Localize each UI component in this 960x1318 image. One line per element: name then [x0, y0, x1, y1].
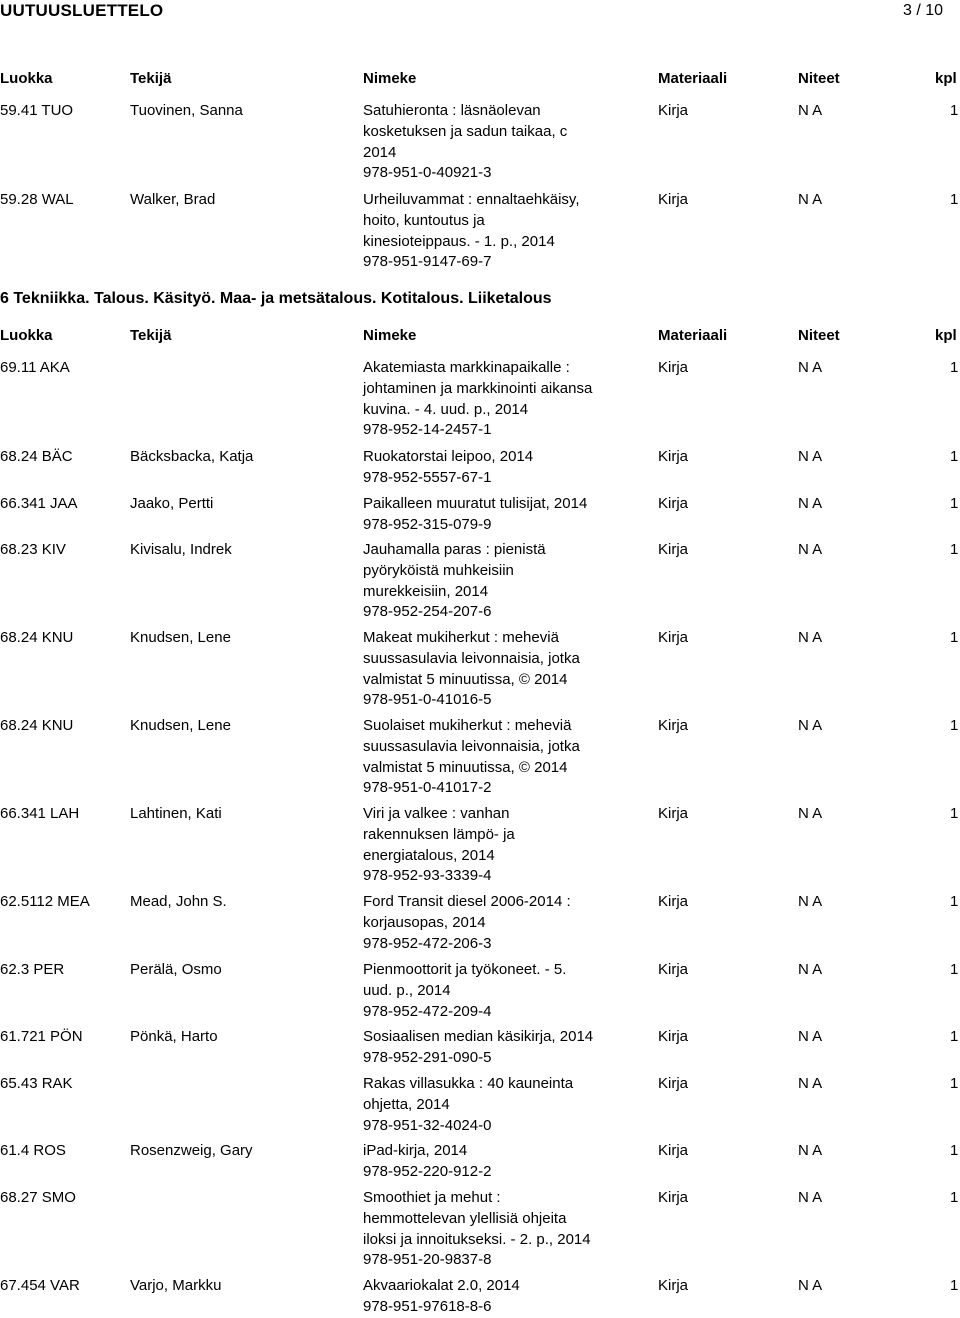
title-line: Akatemiasta markkinapaikalle :	[363, 359, 570, 376]
material-type: Kirja	[658, 1142, 689, 1159]
material-type: Kirja	[658, 541, 689, 558]
item-quantity: 1	[950, 1028, 959, 1045]
item-quantity: 1	[950, 191, 959, 208]
title-line: suussasulavia leivonnaisia, jotka	[363, 649, 580, 667]
isbn-line: 978-951-0-40921-3	[363, 164, 492, 182]
material-type: Kirja	[658, 1075, 689, 1092]
title-line: valmistat 5 minuutissa, © 2014	[363, 670, 568, 688]
title-line: iloksi ja innoitukseksi. - 2. p., 2014	[363, 1230, 591, 1248]
item-quantity: 1	[950, 629, 959, 646]
class-code: 62.5112 MEA	[0, 893, 90, 910]
isbn-line: 978-951-0-41016-5	[363, 691, 492, 709]
item-notes: N A	[798, 1189, 823, 1206]
item-notes: N A	[798, 1028, 823, 1045]
item-quantity: 1	[950, 893, 959, 910]
author-name: Knudsen, Lene	[130, 629, 231, 646]
title-line: Suolaiset mukiherkut : meheviä	[363, 717, 572, 734]
class-code: 59.28 WAL	[0, 191, 74, 208]
class-code: 68.23 KIV	[0, 541, 66, 558]
title-line: Smoothiet ja mehut :	[363, 1189, 501, 1206]
item-notes: N A	[798, 191, 823, 208]
item-quantity: 1	[950, 1277, 959, 1294]
item-notes: N A	[798, 448, 823, 465]
title-block	[363, 1188, 633, 1271]
material-type: Kirja	[658, 191, 689, 208]
item-notes: N A	[798, 1075, 823, 1092]
column-header-nimeke: Nimeke	[363, 70, 417, 87]
section-title: 6 Tekniikka. Talous. Käsityö. Maa- ja metsätalous. Kotitalous. Liiketalous	[0, 290, 552, 307]
class-code: 62.3 PER	[0, 961, 65, 978]
title-line: johtaminen ja markkinointi aikansa	[363, 379, 593, 397]
author-name: Walker, Brad	[130, 191, 216, 208]
isbn-line: 978-952-220-912-2	[363, 1162, 492, 1180]
isbn-line: 978-952-14-2457-1	[363, 421, 492, 439]
author-name: Perälä, Osmo	[130, 961, 222, 978]
title-block	[363, 628, 633, 711]
class-code: 66.341 LAH	[0, 805, 80, 822]
title-line: 2014	[363, 143, 397, 161]
item-notes: N A	[798, 629, 823, 646]
title-block	[363, 892, 633, 954]
class-code: 68.24 KNU	[0, 629, 74, 646]
column-header-materiaali: Materiaali	[658, 70, 728, 87]
title-line: rakennuksen lämpö- ja	[363, 825, 515, 843]
title-line: Jauhamalla paras : pienistä	[363, 541, 546, 558]
material-type: Kirja	[658, 717, 689, 734]
isbn-line: 978-951-9147-69-7	[363, 253, 492, 271]
isbn-line: 978-951-0-41017-2	[363, 779, 492, 797]
title-line: valmistat 5 minuutissa, © 2014	[363, 758, 568, 776]
item-notes: N A	[798, 102, 823, 119]
column-header-luokka: Luokka	[0, 70, 53, 87]
item-quantity: 1	[950, 495, 959, 512]
author-name: Kivisalu, Indrek	[130, 541, 232, 558]
title-line: hemmottelevan ylellisiä ohjeita	[363, 1209, 567, 1227]
title-line: Satuhieronta : läsnäolevan	[363, 102, 541, 119]
title-line: Akvaariokalat 2.0, 2014	[363, 1277, 520, 1294]
title-block	[363, 804, 633, 887]
title-line: ohjetta, 2014	[363, 1095, 450, 1113]
isbn-line: 978-952-315-079-9	[363, 515, 492, 533]
column-header-row	[0, 327, 960, 347]
item-quantity: 1	[950, 1189, 959, 1206]
column-header-niteet: Niteet	[798, 327, 840, 344]
title-block	[363, 960, 633, 1022]
title-line: Viri ja valkee : vanhan	[363, 805, 510, 822]
class-code: 68.24 KNU	[0, 717, 74, 734]
material-type: Kirja	[658, 1028, 689, 1045]
title-block	[363, 1141, 633, 1183]
class-code: 61.721 PÖN	[0, 1028, 83, 1045]
title-block	[363, 716, 633, 799]
author-name: Pönkä, Harto	[130, 1028, 218, 1045]
isbn-line: 978-952-254-207-6	[363, 603, 492, 621]
title-block	[363, 1074, 633, 1136]
title-line: korjausopas, 2014	[363, 913, 486, 931]
column-header-tekija: Tekijä	[130, 70, 172, 87]
class-code: 61.4 ROS	[0, 1142, 66, 1159]
title-line: pyöryköistä muhkeisiin	[363, 561, 514, 579]
material-type: Kirja	[658, 805, 689, 822]
title-line: iPad-kirja, 2014	[363, 1142, 468, 1159]
title-line: Ford Transit diesel 2006-2014 :	[363, 893, 571, 910]
isbn-line: 978-951-32-4024-0	[363, 1116, 492, 1134]
title-line: energiatalous, 2014	[363, 846, 495, 864]
material-type: Kirja	[658, 495, 689, 512]
item-quantity: 1	[950, 448, 959, 465]
item-notes: N A	[798, 495, 823, 512]
item-notes: N A	[798, 717, 823, 734]
class-code: 65.43 RAK	[0, 1075, 73, 1092]
title-line: kinesioteippaus. - 1. p., 2014	[363, 232, 555, 250]
title-block	[363, 494, 633, 536]
material-type: Kirja	[658, 961, 689, 978]
material-type: Kirja	[658, 1277, 689, 1294]
item-quantity: 1	[950, 961, 959, 978]
material-type: Kirja	[658, 448, 689, 465]
isbn-line: 978-952-472-206-3	[363, 934, 492, 952]
isbn-line: 978-952-93-3339-4	[363, 867, 492, 885]
title-line: suussasulavia leivonnaisia, jotka	[363, 737, 580, 755]
item-quantity: 1	[950, 1075, 959, 1092]
item-notes: N A	[798, 541, 823, 558]
title-line: Urheiluvammat : ennaltaehkäisy,	[363, 191, 580, 208]
title-line: murekkeisiin, 2014	[363, 582, 489, 600]
isbn-line: 978-951-97618-8-6	[363, 1297, 492, 1315]
isbn-line: 978-952-5557-67-1	[363, 468, 492, 486]
column-header-row	[0, 70, 960, 90]
item-notes: N A	[798, 1277, 823, 1294]
item-quantity: 1	[950, 805, 959, 822]
author-name: Knudsen, Lene	[130, 717, 231, 734]
class-code: 68.27 SMO	[0, 1189, 76, 1206]
title-line: Pienmoottorit ja työkoneet. - 5.	[363, 961, 567, 978]
title-line: kosketuksen ja sadun taikaa, c	[363, 122, 568, 140]
author-name: Tuovinen, Sanna	[130, 102, 243, 119]
isbn-line: 978-952-291-090-5	[363, 1048, 492, 1066]
title-line: kuvina. - 4. uud. p., 2014	[363, 400, 529, 418]
author-name: Rosenzweig, Gary	[130, 1142, 253, 1159]
item-notes: N A	[798, 1142, 823, 1159]
isbn-line: 978-952-472-209-4	[363, 1002, 492, 1020]
column-header-kpl: kpl	[935, 327, 957, 344]
title-block	[363, 358, 633, 441]
class-code: 68.24 BÄC	[0, 448, 73, 465]
title-block	[363, 540, 633, 623]
item-quantity: 1	[950, 717, 959, 734]
title-line: Ruokatorstai leipoo, 2014	[363, 448, 534, 465]
author-name: Mead, John S.	[130, 893, 227, 910]
item-quantity: 1	[950, 541, 959, 558]
item-notes: N A	[798, 359, 823, 376]
document-title: UUTUUSLUETTELO	[0, 1, 164, 20]
author-name: Bäcksbacka, Katja	[130, 448, 254, 465]
title-line: hoito, kuntoutus ja	[363, 211, 485, 229]
title-block	[363, 447, 633, 489]
item-quantity: 1	[950, 102, 959, 119]
column-header-niteet: Niteet	[798, 70, 840, 87]
item-notes: N A	[798, 961, 823, 978]
item-notes: N A	[798, 805, 823, 822]
material-type: Kirja	[658, 893, 689, 910]
title-line: uud. p., 2014	[363, 981, 451, 999]
column-header-luokka: Luokka	[0, 327, 53, 344]
page-number: 3 / 10	[902, 2, 943, 19]
title-line: Sosiaalisen median käsikirja, 2014	[363, 1028, 594, 1045]
class-code: 66.341 JAA	[0, 495, 78, 512]
material-type: Kirja	[658, 629, 689, 646]
column-header-kpl: kpl	[935, 70, 957, 87]
isbn-line: 978-951-20-9837-8	[363, 1251, 492, 1269]
item-quantity: 1	[950, 1142, 959, 1159]
author-name: Lahtinen, Kati	[130, 805, 222, 822]
item-notes: N A	[798, 893, 823, 910]
title-block	[363, 1276, 633, 1318]
column-header-nimeke: Nimeke	[363, 327, 417, 344]
material-type: Kirja	[658, 359, 689, 376]
title-block	[363, 1027, 633, 1069]
title-block	[363, 190, 633, 273]
class-code: 59.41 TUO	[0, 102, 74, 119]
page-header	[0, 0, 960, 26]
column-header-tekija: Tekijä	[130, 327, 172, 344]
material-type: Kirja	[658, 102, 689, 119]
title-line: Makeat mukiherkut : meheviä	[363, 629, 559, 646]
class-code: 69.11 AKA	[0, 359, 70, 376]
title-line: Rakas villasukka : 40 kauneinta	[363, 1075, 574, 1092]
author-name: Jaako, Pertti	[130, 495, 214, 512]
class-code: 67.454 VAR	[0, 1277, 80, 1294]
title-line: Paikalleen muuratut tulisijat, 2014	[363, 495, 588, 512]
material-type: Kirja	[658, 1189, 689, 1206]
title-block	[363, 101, 633, 184]
column-header-materiaali: Materiaali	[658, 327, 728, 344]
item-quantity: 1	[950, 359, 959, 376]
author-name: Varjo, Markku	[130, 1277, 222, 1294]
